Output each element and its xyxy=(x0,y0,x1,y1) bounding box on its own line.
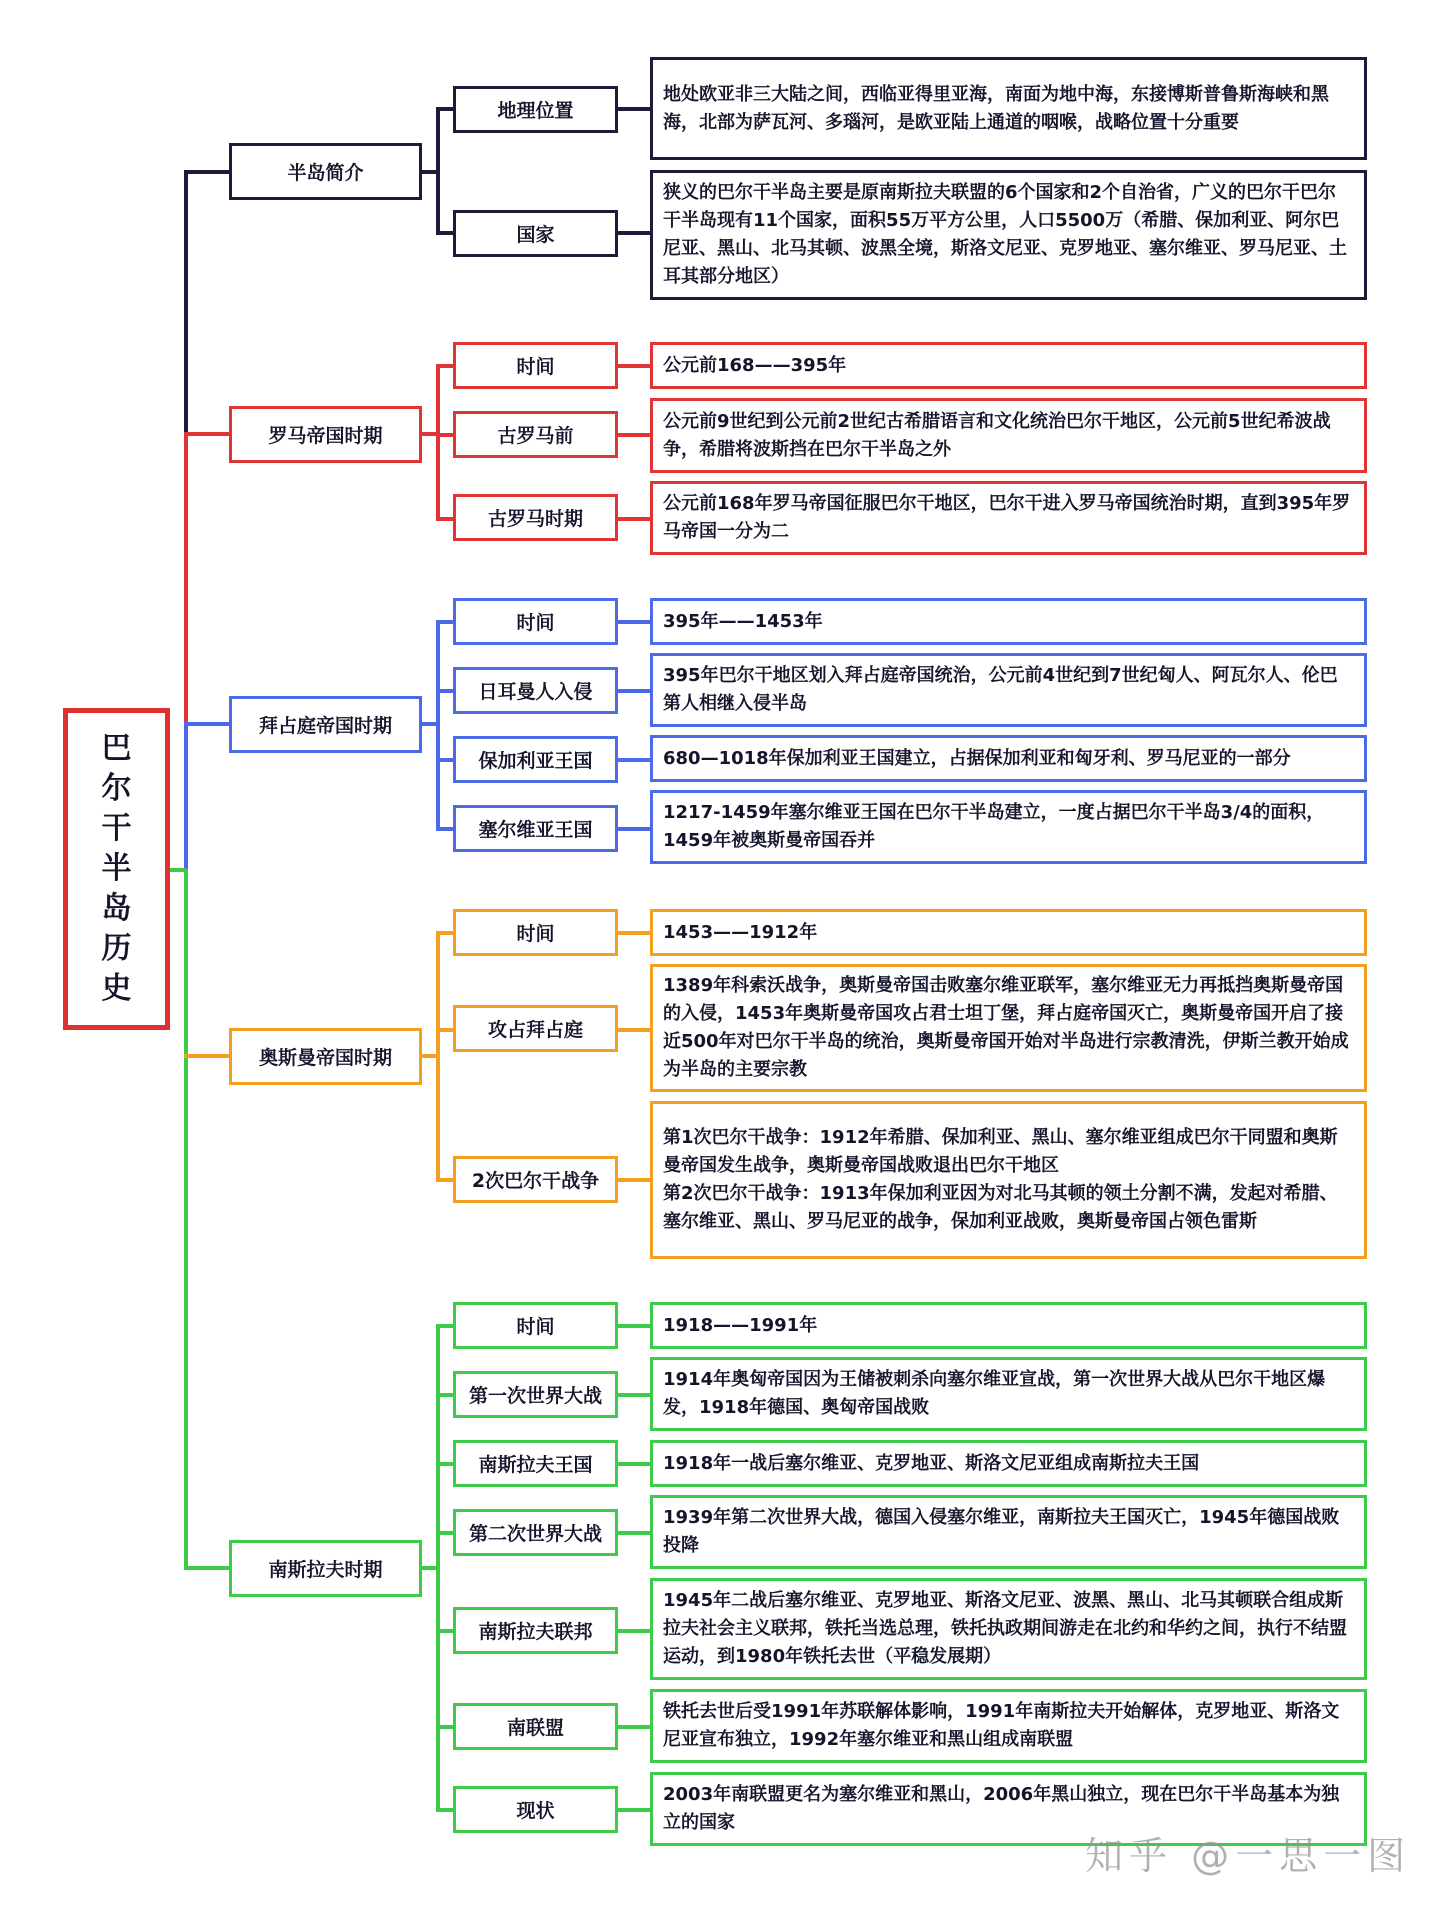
branch-label: 半岛简介 xyxy=(287,162,364,184)
topic-sfr-yugoslavia xyxy=(453,1607,618,1654)
topic-label: 时间 xyxy=(516,923,555,945)
root-char: 半 xyxy=(101,851,132,886)
topic-yugoslav-time xyxy=(453,1302,618,1349)
topic-label: 南联盟 xyxy=(506,1717,564,1739)
topic-germanic-invasion xyxy=(453,667,618,714)
connector xyxy=(436,364,454,368)
connector xyxy=(436,1462,454,1466)
detail-text: 狭义的巴尔干半岛主要是原南斯拉夫联盟的6个国家和2个自治省，广义的巴尔干巴尔干半岛现有11个国家，面积55万平方公里，人口5500万（希腊、保加利亚、阿尔巴尼亚、黑山、北马其顿、波黑全境，斯洛文尼亚、克罗地亚、塞尔维亚、罗马尼亚、土耳其部分地区） xyxy=(663,182,1347,287)
detail-text: 680—1018年保加利亚王国建立，占据保加利亚和匈牙利、罗马尼亚的一部分 xyxy=(663,747,1291,769)
connector xyxy=(617,931,651,935)
root-title-box xyxy=(63,708,170,1030)
topic-label: 2次巴尔干战争 xyxy=(471,1170,600,1192)
root-char: 尔 xyxy=(101,771,132,806)
detail-pre-rome xyxy=(650,398,1367,473)
connector xyxy=(617,1028,651,1032)
spine-roman xyxy=(436,364,440,519)
connector xyxy=(617,1178,651,1182)
connector xyxy=(617,433,651,437)
root-char: 史 xyxy=(101,971,132,1006)
watermark: 知乎 @一思一图 xyxy=(1085,1834,1412,1878)
connector xyxy=(436,827,454,831)
connector xyxy=(617,517,651,521)
connector xyxy=(617,758,651,762)
connector xyxy=(617,1808,651,1812)
topic-byzantine-time xyxy=(453,598,618,645)
detail-text: 1217-1459年塞尔维亚王国在巴尔干半岛建立，一度占据巴尔干半岛3/4的面积，1459年被奥斯曼帝国吞并 xyxy=(663,802,1325,851)
connector xyxy=(436,1725,454,1729)
topic-roman-time xyxy=(453,342,618,389)
detail-kingdom-yugoslavia xyxy=(650,1440,1367,1487)
branch-label: 南斯拉夫时期 xyxy=(268,1559,383,1581)
branch-connector-roman xyxy=(184,432,230,436)
branch-connector-intro xyxy=(184,170,230,174)
detail-text: 公元前9世纪到公元前2世纪古希腊语言和文化统治巴尔干地区，公元前5世纪希波战争，希腊将波斯挡在巴尔干半岛之外 xyxy=(663,410,1331,460)
branch-connector-ottoman xyxy=(184,1054,230,1058)
detail-text: 395年——1453年 xyxy=(663,610,823,632)
connector xyxy=(617,827,651,831)
branch-byzantine xyxy=(229,696,422,753)
branch-label: 奥斯曼帝国时期 xyxy=(258,1047,392,1069)
topic-label: 古罗马时期 xyxy=(487,508,583,530)
connector xyxy=(617,231,651,235)
connector xyxy=(617,1531,651,1535)
detail-yugoslav-time xyxy=(650,1302,1367,1349)
topic-label: 南斯拉夫王国 xyxy=(478,1454,593,1476)
topic-ottoman-time xyxy=(453,909,618,956)
connector xyxy=(436,1324,454,1328)
branch-connector-byzantine xyxy=(184,722,230,726)
topic-label: 国家 xyxy=(516,224,555,246)
trunk-line-green xyxy=(184,869,188,1569)
detail-ww1 xyxy=(650,1357,1367,1431)
topic-balkan-wars xyxy=(453,1156,618,1203)
branch-yugoslav xyxy=(229,1540,422,1597)
topic-label: 地理位置 xyxy=(497,100,574,122)
detail-bulgarian-kingdom xyxy=(650,735,1367,782)
topic-countries xyxy=(453,210,618,257)
topic-label: 时间 xyxy=(516,356,555,378)
branch-ottoman xyxy=(229,1028,422,1085)
detail-text: 1945年二战后塞尔维亚、克罗地亚、斯洛文尼亚、波黑、黑山、北马其顿联合组成斯拉夫社会主义联邦，铁托当选总理，铁托执政期间游走在北约和华约之间，执行不结盟运动，到1980年铁托去世（平稳发展期） xyxy=(663,1590,1347,1667)
topic-serbian-kingdom xyxy=(453,805,618,852)
topic-pre-rome xyxy=(453,411,618,458)
connector xyxy=(436,231,454,235)
detail-text: 公元前168年罗马帝国征服巴尔干地区，巴尔干进入罗马帝国统治时期，直到395年罗马帝国一分为二 xyxy=(663,493,1351,542)
detail-text: 1453——1912年 xyxy=(663,921,818,943)
detail-byzantine-time xyxy=(650,598,1367,645)
detail-geography xyxy=(650,57,1367,160)
connector xyxy=(436,1178,454,1182)
branch-intro xyxy=(229,143,422,200)
branch-connector-yugoslav xyxy=(184,1566,230,1570)
detail-roman-time xyxy=(650,342,1367,389)
topic-capture-byzantium xyxy=(453,1005,618,1052)
detail-fr-yugoslavia xyxy=(650,1689,1367,1763)
detail-text-second-war: 第2次巴尔干战争：1913年保加利亚因为对北马其顿的领土分割不满，发起对希腊、塞尔维亚、黑山、罗马尼亚的战争，保加利亚战败，奥斯曼帝国占领色雷斯 xyxy=(663,1183,1338,1232)
detail-capture-byzantium xyxy=(650,964,1367,1092)
topic-label: 第二次世界大战 xyxy=(468,1523,602,1545)
connector xyxy=(436,517,454,521)
connector xyxy=(436,107,454,111)
root-char: 干 xyxy=(101,811,132,846)
connector xyxy=(617,1462,651,1466)
topic-label: 时间 xyxy=(516,1316,555,1338)
topic-ww2 xyxy=(453,1509,618,1556)
branch-label: 拜占庭帝国时期 xyxy=(258,715,392,737)
topic-ancient-rome xyxy=(453,494,618,541)
topic-label: 时间 xyxy=(516,612,555,634)
detail-text: 395年巴尔干地区划入拜占庭帝国统治，公元前4世纪到7世纪匈人、阿瓦尔人、伦巴第人相继入侵半岛 xyxy=(663,665,1338,714)
connector xyxy=(617,1629,651,1633)
detail-text: 1389年科索沃战争，奥斯曼帝国击败塞尔维亚联军，塞尔维亚无力再抵挡奥斯曼帝国的入侵，1453年奥斯曼帝国攻占君士坦丁堡，拜占庭帝国灭亡，奥斯曼帝国开启了接近500年对巴尔干半岛的统治，奥斯曼帝国开始对半岛进行宗教清洗，伊斯兰教开始成为半岛的主要宗教 xyxy=(663,975,1349,1080)
topic-label: 现状 xyxy=(516,1800,555,1822)
detail-text: 1918年一战后塞尔维亚、克罗地亚、斯洛文尼亚组成南斯拉夫王国 xyxy=(663,1452,1200,1474)
detail-text: 2003年南联盟更名为塞尔维亚和黑山，2006年黑山独立，现在巴尔干半岛基本为独立的国家 xyxy=(663,1784,1340,1833)
connector xyxy=(436,1393,454,1397)
detail-ancient-rome xyxy=(650,481,1367,555)
detail-ww2 xyxy=(650,1495,1367,1569)
topic-fr-yugoslavia xyxy=(453,1703,618,1750)
topic-bulgarian-kingdom xyxy=(453,736,618,783)
detail-germanic-invasion xyxy=(650,653,1367,727)
detail-text: 1914年奥匈帝国因为王储被刺杀向塞尔维亚宣战，第一次世界大战从巴尔干地区爆发，1918年德国、奥匈帝国战败 xyxy=(663,1369,1326,1418)
trunk-line-intro xyxy=(184,171,188,433)
topic-label: 第一次世界大战 xyxy=(468,1385,602,1407)
detail-text-first-war: 第1次巴尔干战争：1912年希腊、保加利亚、黑山、塞尔维亚组成巴尔干同盟和奥斯曼帝国发生战争，奥斯曼帝国战败退出巴尔干地区 xyxy=(663,1127,1338,1176)
connector xyxy=(422,170,438,174)
connector xyxy=(617,107,651,111)
detail-sfr-yugoslavia xyxy=(650,1578,1367,1680)
trunk-line-byzantine xyxy=(184,721,188,870)
connector xyxy=(436,1629,454,1633)
root-char: 巴 xyxy=(101,731,132,766)
connector xyxy=(617,364,651,368)
detail-text: 公元前168——395年 xyxy=(663,354,847,376)
root-char: 岛 xyxy=(101,891,132,926)
topic-label: 古罗马前 xyxy=(497,425,574,447)
connector xyxy=(617,1725,651,1729)
detail-text: 1918——1991年 xyxy=(663,1314,818,1336)
detail-serbian-kingdom xyxy=(650,790,1367,864)
trunk-line-roman xyxy=(184,432,188,721)
connector xyxy=(422,1054,438,1058)
topic-label: 保加利亚王国 xyxy=(478,750,593,772)
connector xyxy=(422,1566,438,1570)
branch-roman xyxy=(229,406,422,463)
topic-label: 日耳曼人入侵 xyxy=(478,681,593,703)
topic-ww1 xyxy=(453,1371,618,1418)
connector xyxy=(436,620,454,624)
connector xyxy=(436,433,454,437)
topic-label: 攻占拜占庭 xyxy=(487,1019,583,1041)
connector xyxy=(436,689,454,693)
connector xyxy=(617,620,651,624)
branch-label: 罗马帝国时期 xyxy=(268,425,383,447)
topic-geography xyxy=(453,86,618,133)
detail-text: 铁托去世后受1991年苏联解体影响，1991年南斯拉夫开始解体，克罗地亚、斯洛文尼亚宣布独立，1992年塞尔维亚和黑山组成南联盟 xyxy=(663,1701,1340,1750)
topic-kingdom-yugoslavia xyxy=(453,1440,618,1487)
detail-countries xyxy=(650,170,1367,300)
connector xyxy=(436,931,454,935)
root-char: 历 xyxy=(101,931,132,966)
connector xyxy=(436,1028,454,1032)
connector xyxy=(422,722,438,726)
topic-label: 南斯拉夫联邦 xyxy=(478,1621,593,1643)
detail-balkan-wars xyxy=(650,1101,1367,1259)
connector xyxy=(436,1531,454,1535)
detail-ottoman-time xyxy=(650,909,1367,956)
connector xyxy=(436,758,454,762)
root-connector xyxy=(170,868,186,872)
detail-text: 1939年第二次世界大战，德国入侵塞尔维亚，南斯拉夫王国灭亡，1945年德国战败投降 xyxy=(663,1507,1340,1556)
connector xyxy=(436,1808,454,1812)
topic-current-status xyxy=(453,1786,618,1833)
connector xyxy=(617,1324,651,1328)
detail-text: 地处欧亚非三大陆之间，西临亚得里亚海，南面为地中海，东接博斯普鲁斯海峡和黑海，北部为萨瓦河、多瑙河，是欧亚陆上通道的咽喉，战略位置十分重要 xyxy=(663,83,1329,133)
connector xyxy=(617,1393,651,1397)
topic-label: 塞尔维亚王国 xyxy=(478,819,593,841)
connector xyxy=(617,689,651,693)
